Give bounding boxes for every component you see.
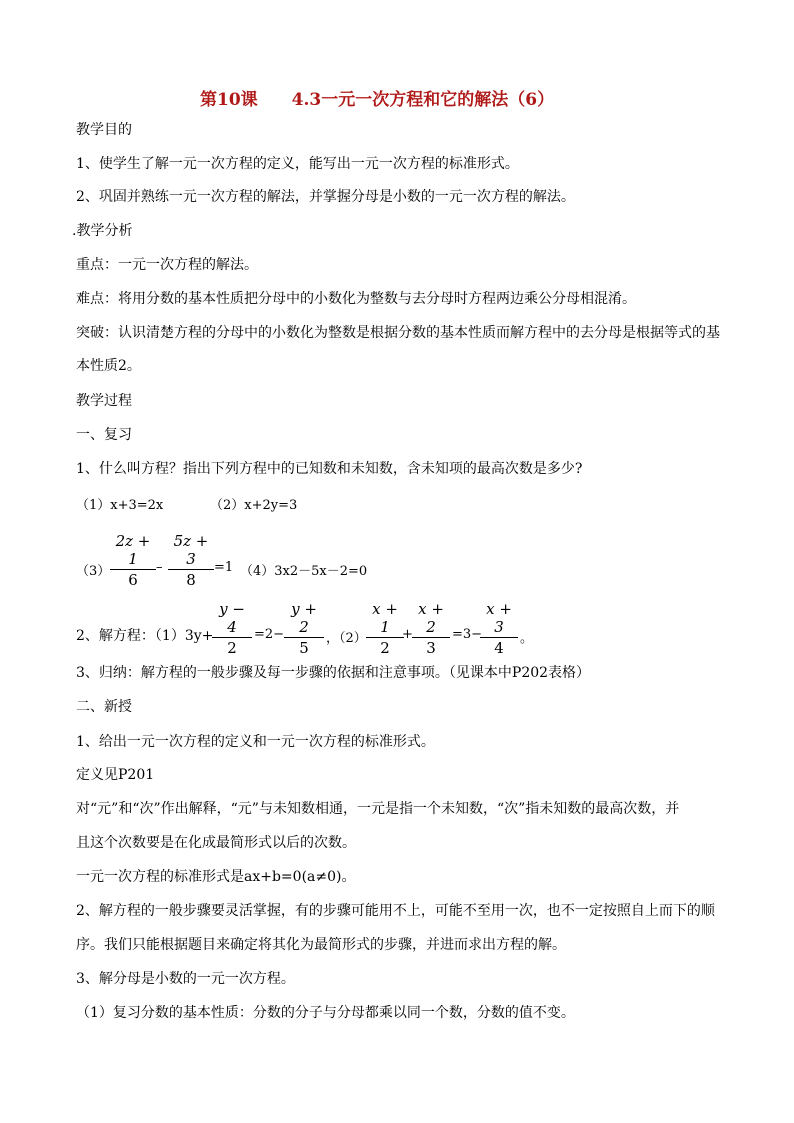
equation-4: （4）3x2－5x－2=0 bbox=[240, 564, 368, 579]
question-2-fraction-1 bbox=[212, 600, 252, 657]
question-2-end: 。 bbox=[520, 631, 534, 646]
fraction-numerator: y + 2 bbox=[284, 600, 324, 638]
fraction-numerator: x + 1 bbox=[366, 600, 404, 638]
equation-1: （1）x+3=2x bbox=[76, 498, 164, 513]
question-2-label: 2、解方程：（1）3y+ bbox=[76, 628, 214, 644]
explanation-line-2: 且这个次数要是在化成最简形式以后的次数。 bbox=[76, 835, 356, 851]
new-lesson-item-2-line-2: 序。我们只能根据题目来确定将其化为最简形式的步骤，并进而求出方程的解。 bbox=[76, 937, 566, 953]
question-2-middle: =2− bbox=[254, 627, 285, 642]
breakthrough-line-2: 本性质2。 bbox=[76, 358, 141, 374]
standard-form: 一元一次方程的标准形式是ax+b=0(a≠0)。 bbox=[76, 869, 356, 885]
question-3: 3、归纳：解方程的一般步骤及每一步骤的依据和注意事项。（见课本中P202表格） bbox=[76, 665, 591, 681]
fraction-denominator: 6 bbox=[128, 571, 138, 589]
review-heading: 一、复习 bbox=[76, 427, 132, 443]
objective-2: 2、巩固并熟练一元一次方程的解法，并掌握分母是小数的一元一次方程的解法。 bbox=[76, 189, 575, 205]
question-2-fraction-4 bbox=[412, 600, 450, 657]
new-lesson-item-3: 3、解分母是小数的一元一次方程。 bbox=[76, 971, 295, 987]
equation-3-fraction-1 bbox=[110, 532, 156, 589]
lesson-topic: 4.3一元一次方程和它的解法（6） bbox=[291, 90, 555, 110]
new-lesson-heading: 二、新授 bbox=[76, 699, 132, 715]
fraction-numerator: x + 3 bbox=[480, 600, 518, 638]
difficulty-point: 难点：将用分数的基本性质把分母中的小数化为整数与去分母时方程两边乘公分母相混淆。 bbox=[76, 291, 636, 307]
new-lesson-item-1: 1、给出一元一次方程的定义和一元一次方程的标准形式。 bbox=[76, 734, 435, 750]
fraction-numerator: 5z + 3 bbox=[168, 532, 214, 570]
analysis-heading: .教学分析 bbox=[72, 223, 133, 239]
fraction-denominator: 3 bbox=[426, 639, 436, 657]
breakthrough-line-1: 突破：认识清楚方程的分母中的小数化为整数是根据分数的基本性质而解方程中的去分母是根据等式的基 bbox=[76, 325, 720, 341]
question-1: 1、什么叫方程？指出下列方程中的已知数和未知数，含未知项的最高次数是多少? bbox=[76, 461, 583, 477]
definition-ref: 定义见P201 bbox=[76, 767, 155, 783]
equation-3-label: （3） bbox=[76, 564, 111, 579]
fraction-numerator: y − 4 bbox=[212, 600, 252, 638]
fraction-denominator: 8 bbox=[186, 571, 196, 589]
fraction-denominator: 4 bbox=[494, 639, 504, 657]
fraction-denominator: 5 bbox=[299, 639, 309, 657]
question-2-plus: + bbox=[402, 627, 413, 642]
fraction-numerator: 2z + 1 bbox=[110, 532, 156, 570]
process-heading: 教学过程 bbox=[76, 393, 132, 409]
equation-3-fraction-2 bbox=[168, 532, 214, 589]
question-2-separator: ，（2） bbox=[326, 631, 367, 646]
question-2-fraction-2 bbox=[284, 600, 324, 657]
lesson-number: 第10课 bbox=[200, 90, 258, 110]
objectives-heading: 教学目的 bbox=[76, 122, 132, 138]
key-point: 重点：一元一次方程的解法。 bbox=[76, 257, 258, 273]
question-2-middle-2: =3− bbox=[452, 627, 483, 642]
new-lesson-item-2-line-1: 2、解方程的一般步骤要灵活掌握，有的步骤可能用不上，可能不至用一次，也不一定按照自上而下的顺 bbox=[76, 903, 715, 919]
question-2-fraction-3 bbox=[366, 600, 404, 657]
page-title bbox=[200, 85, 554, 110]
equation-3-minus: – bbox=[156, 560, 163, 575]
fraction-denominator: 2 bbox=[227, 639, 237, 657]
equation-3-tail: =1 bbox=[214, 560, 234, 575]
new-lesson-item-3-1: （1）复习分数的基本性质：分数的分子与分母都乘以同一个数，分数的值不变。 bbox=[76, 1005, 575, 1021]
fraction-numerator: x + 2 bbox=[412, 600, 450, 638]
fraction-denominator: 2 bbox=[380, 639, 390, 657]
objective-1: 1、使学生了解一元一次方程的定义，能写出一元一次方程的标准形式。 bbox=[76, 156, 519, 172]
question-2-fraction-5 bbox=[480, 600, 518, 657]
equation-2: （2）x+2y=3 bbox=[210, 498, 298, 513]
explanation-line-1: 对“元”和“次”作出解释，“元”与未知数相通，一元是指一个未知数，“次”指未知数的最高次数，并 bbox=[76, 801, 680, 817]
